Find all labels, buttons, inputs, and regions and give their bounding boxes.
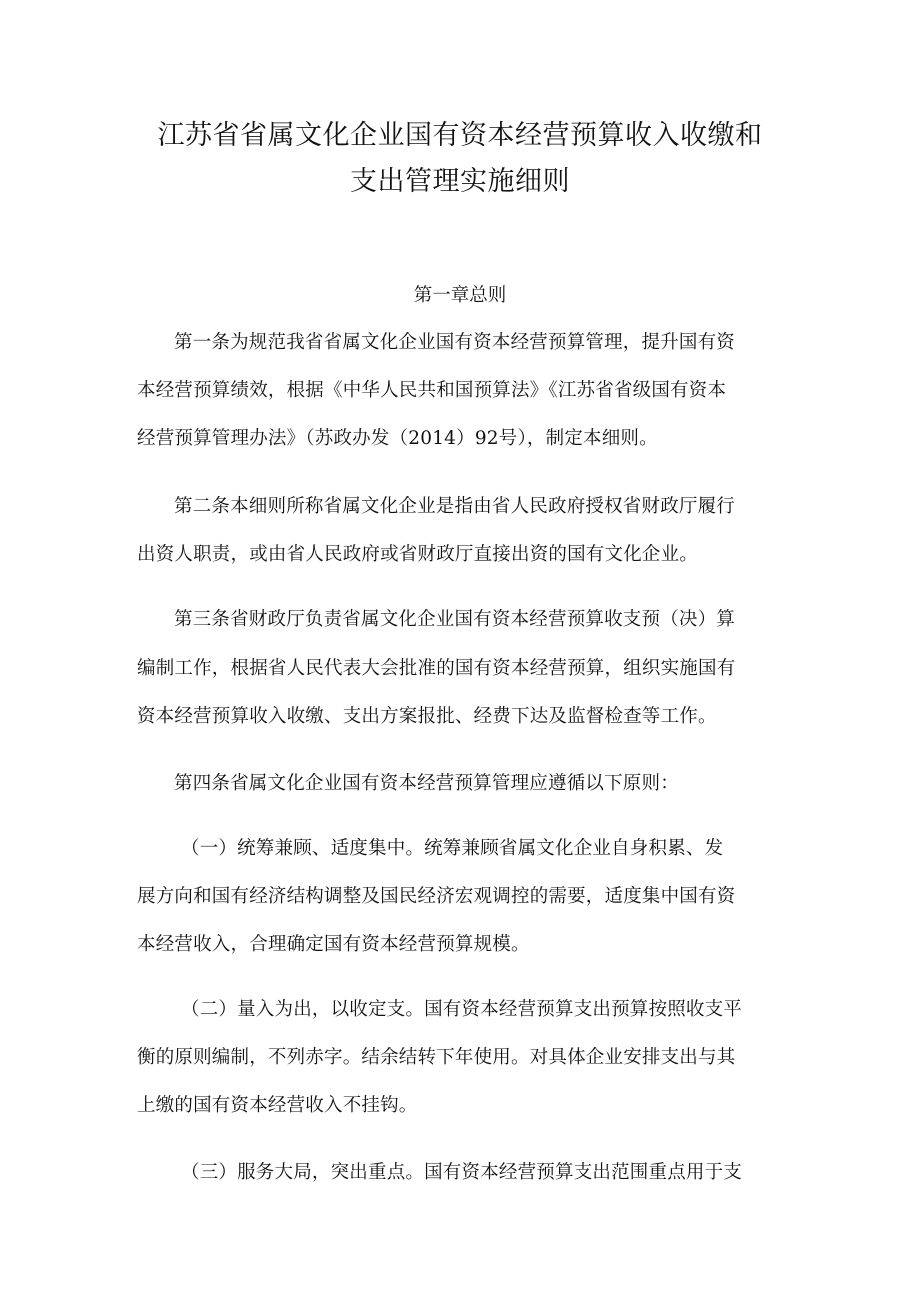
- chapter-heading: 第一章总则: [413, 285, 507, 306]
- article-1-line-3: 经营预算管理办法》（苏政办发（2014）92号），制定本细则。: [137, 428, 658, 449]
- article-4-line-1: 第四条省属文化企业国有资本经营预算管理应遵循以下原则：: [174, 773, 679, 794]
- principle-2-line-1: （二）量入为出，以收定支。国有资本经营预算支出预算按照收支平: [181, 999, 743, 1020]
- article-2-line-2: 出资人职责，或由省人民政府或省财政厅直接出资的国有文化企业。: [137, 544, 699, 565]
- article-3-line-3: 资本经营预算收入收缴、支出方案报批、经费下达及监督检查等工作。: [137, 706, 717, 727]
- principle-1-line-3: 本经营收入，合理确定国有资本经营预算规模。: [137, 934, 530, 955]
- article-1-line-2: 本经营预算绩效，根据《中华人民共和国预算法》《江苏省省级国有资本: [137, 380, 727, 401]
- document-title-line-2: 支出管理实施细则: [350, 166, 570, 197]
- article-1-line-1: 第一条为规范我省省属文化企业国有资本经营预算管理，提升国有资: [174, 332, 736, 353]
- article-2-line-1: 第二条本细则所称省属文化企业是指由省人民政府授权省财政厅履行: [174, 496, 736, 517]
- principle-2-line-3: 上缴的国有资本经营收入不挂钩。: [137, 1095, 418, 1116]
- principle-1-line-1: （一）统筹兼顾、适度集中。统筹兼顾省属文化企业自身积累、发: [181, 838, 724, 859]
- article-3-line-2: 编制工作，根据省人民代表大会批准的国有资本经营预算，组织实施国有: [137, 658, 736, 679]
- article-3-line-1: 第三条省财政厅负责省属文化企业国有资本经营预算收支预（决）算: [174, 609, 736, 630]
- principle-2-line-2: 衡的原则编制，不列赤字。结余结转下年使用。对具体企业安排支出与其: [137, 1047, 736, 1068]
- principle-3-line-1: （三）服务大局，突出重点。国有资本经营预算支出范围重点用于支: [181, 1162, 743, 1183]
- document-title-line-1: 江苏省省属文化企业国有资本经营预算收入收缴和: [157, 120, 763, 151]
- principle-1-line-2: 展方向和国有经济结构调整及国民经济宏观调控的需要，适度集中国有资: [137, 886, 736, 907]
